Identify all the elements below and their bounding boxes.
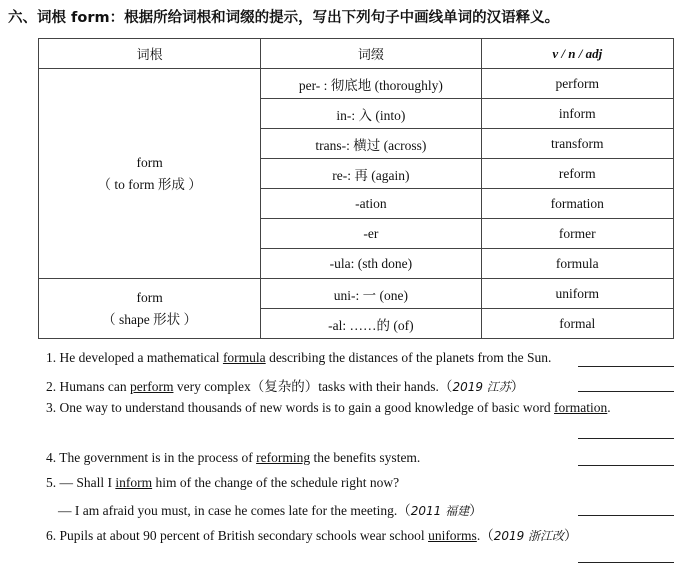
word-cell: reform xyxy=(481,159,673,189)
exercise-heading: 六、词根 form：根据所给词根和词缀的提示，写出下列句子中画线单词的汉语释义。 xyxy=(8,10,560,26)
table-row xyxy=(39,279,674,309)
word-cell: inform xyxy=(481,99,673,129)
question-4: 4. The government is in the process of reforming the benefits system. xyxy=(46,450,421,465)
answer-blank-3[interactable] xyxy=(578,438,674,439)
affix-cell: trans-: 横过 (across) xyxy=(261,129,481,159)
root-word: form xyxy=(136,154,163,170)
header-root: 词根 xyxy=(39,39,261,69)
question-2: 2. Humans can perform very complex（复杂的）tasks with their hands.（2019 江苏） xyxy=(46,379,525,394)
root-cell-form-shape xyxy=(39,279,261,339)
affix-cell: -ula: (sth done) xyxy=(261,249,481,279)
affix-cell: in-: 入 (into) xyxy=(261,99,481,129)
question-6: 6. Pupils at about 90 percent of British secondary schools wear school uniforms.（2019 浙江改） xyxy=(46,528,578,543)
root-word: form xyxy=(136,289,163,305)
header-word-class: v / n / adj xyxy=(481,39,673,69)
word-cell: formation xyxy=(481,189,673,219)
answer-blank-4[interactable] xyxy=(578,465,674,466)
root-meaning: （ to form 形成 ） xyxy=(97,176,202,192)
affix-cell: -ation xyxy=(261,189,481,219)
underlined-word: formula xyxy=(222,350,266,365)
affix-cell: per- : 彻底地 (thoroughly) xyxy=(261,69,481,99)
word-cell: perform xyxy=(481,69,673,99)
word-cell: uniform xyxy=(481,279,673,309)
affix-cell: uni-: 一 (one) xyxy=(261,279,481,309)
affix-cell: -al: ……的 (of) xyxy=(261,309,481,339)
underlined-word: formation xyxy=(554,400,608,415)
source-tag: 2011 福建 xyxy=(410,504,470,518)
header-affix: 词缀 xyxy=(261,39,481,69)
underlined-word: inform xyxy=(115,475,153,490)
question-5: 5. — Shall I inform him of the change of the schedule right now? xyxy=(46,475,400,490)
underlined-word: reforming xyxy=(256,450,311,465)
word-cell: formal xyxy=(481,309,673,339)
root-meaning: （ shape 形状 ） xyxy=(102,311,198,327)
affix-cell: -er xyxy=(261,219,481,249)
question-1: 1. He developed a mathematical formula describing the distances of the planets from the Sun. xyxy=(46,350,552,365)
answer-blank-2[interactable] xyxy=(578,391,674,392)
affix-cell: re-: 再 (again) xyxy=(261,159,481,189)
word-formation-table xyxy=(38,38,674,339)
underlined-word: uniforms xyxy=(428,528,477,543)
question-5-reply: — I am afraid you must, in case he comes late for the meeting.（2011 福建） xyxy=(58,503,483,518)
underlined-word: perform xyxy=(129,379,174,394)
question-3: 3. One way to understand thousands of new words is to gain a good knowledge of basic word formation. xyxy=(46,400,611,415)
answer-blank-1[interactable] xyxy=(578,366,674,367)
table-row xyxy=(39,69,674,99)
answer-blank-6[interactable] xyxy=(578,562,674,563)
root-cell-form-to-form xyxy=(39,69,261,279)
word-cell: formula xyxy=(481,249,673,279)
word-cell: transform xyxy=(481,129,673,159)
answer-blank-5[interactable] xyxy=(578,515,674,516)
source-tag: 2019 江苏 xyxy=(452,380,511,394)
table-header-row xyxy=(39,39,674,69)
source-tag: 2019 浙江改 xyxy=(493,529,565,543)
word-cell: former xyxy=(481,219,673,249)
